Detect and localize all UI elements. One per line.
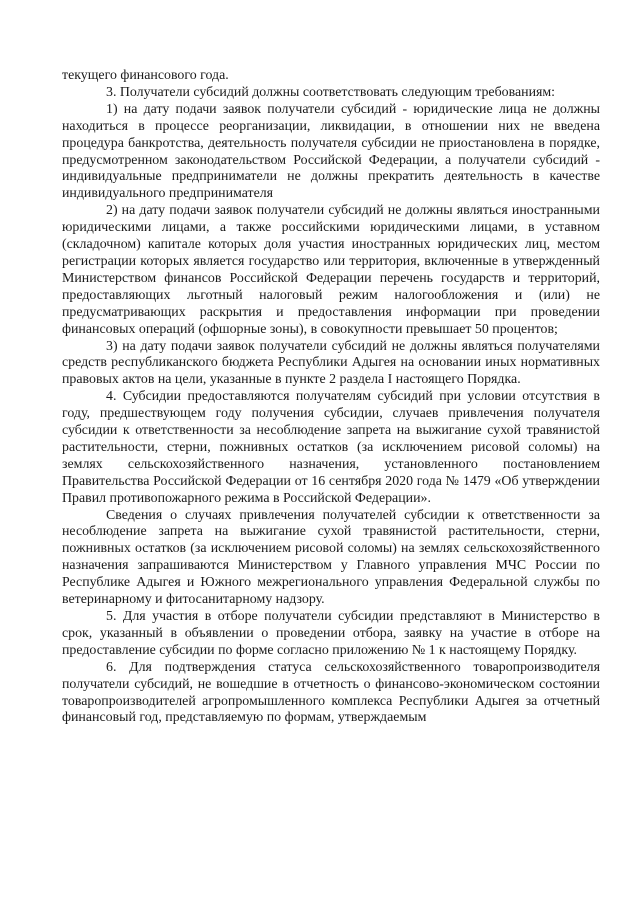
paragraph-subitem-3: 3) на дату подачи заявок получатели субсидий не должны являться получателями средств республиканского бюджета Республики Адыгея на основании иных нормативных правовых актов на цели, указанные в пункте 2 раздела I настоящего Порядка. — [62, 338, 600, 388]
paragraph-continuation: текущего финансового года. — [62, 68, 229, 83]
paragraph-item-3: 3. Получатели субсидий должны соответствовать следующим требованиям: — [106, 84, 556, 100]
paragraph-item-5: 5. Для участия в отборе получатели субсидии представляют в Министерство в срок, указанный в объявлении о проведении отбора, заявку на участие в отборе на предоставление субсидии по форме согласно приложению № 1 к настоящему Порядку. — [62, 609, 600, 658]
paragraph-item-4: 4. Субсидии предоставляются получателям субсидий при условии отсутствия в году, предшествующем году получения субсидии, случаев привлечения получателя субсидии к ответственности за несоблюдение запрета на выжигание сухой травянистой растительности, стерни, пожнивных остатков (за исключением рисовой соломы) на землях сельскохозяйственного назначения, установленного постановлением Правительства Российской Федерации от 16 сентября 2020 года № 1479 «Об утверждении Правил противопожарного режима в Российской Федерации». — [62, 389, 600, 506]
paragraph-subitem-2: 2) на дату подачи заявок получатели субсидий не должны являться иностранными юридическими лицами, а также российскими юридическими лицами, в уставном (складочном) капитале которых доля участия иностранных юридических лиц, местом регистрации которых является государство или территория, включенные в утвержденный Министерством финансов Российской Федерации перечень государств и территорий, предоставляющих льготный налоговый режим налогообложения и (или) не предусматривающих раскрытия и предоставления информации при проведении финансовых операций (офшорные зоны), в совокупности превышает 50 процентов; — [62, 203, 600, 337]
paragraph-subitem-1: 1) на дату подачи заявок получатели субсидий - юридические лица не должны находиться в процессе реорганизации, ликвидации, в отношении них не введена процедура банкротства, деятельность получателя субсидии не приостановлена в порядке, предусмотренном законодательством Российской Федерации, а получатели субсидий - индивидуальные предприниматели не должны прекратить деятельность в качестве индивидуального предпринимателя — [62, 101, 600, 202]
paragraph-item-6: 6. Для подтверждения статуса сельскохозяйственного товаропроизводителя получатели субсидий, не вошедшие в отчетность о финансово-экономическом состоянии товаропроизводителей агропромышленного комплекса Республики Адыгея за отчетный финансовый год, представляемую по формам, утверждаемым — [62, 659, 600, 726]
document-body — [62, 68, 600, 727]
paragraph-item-4-details: Сведения о случаях привлечения получателей субсидии к ответственности за несоблюдение запрета на выжигание сухой травянистой растительности, стерни, пожнивных остатков (за исключением рисовой соломы) на землях сельскохозяйственного назначения запрашиваются Министерством у Главного управления МЧС России по Республике Адыгея и Южного межрегионального управления Федеральной службы по ветеринарному и фитосанитарному надзору. — [62, 507, 600, 608]
